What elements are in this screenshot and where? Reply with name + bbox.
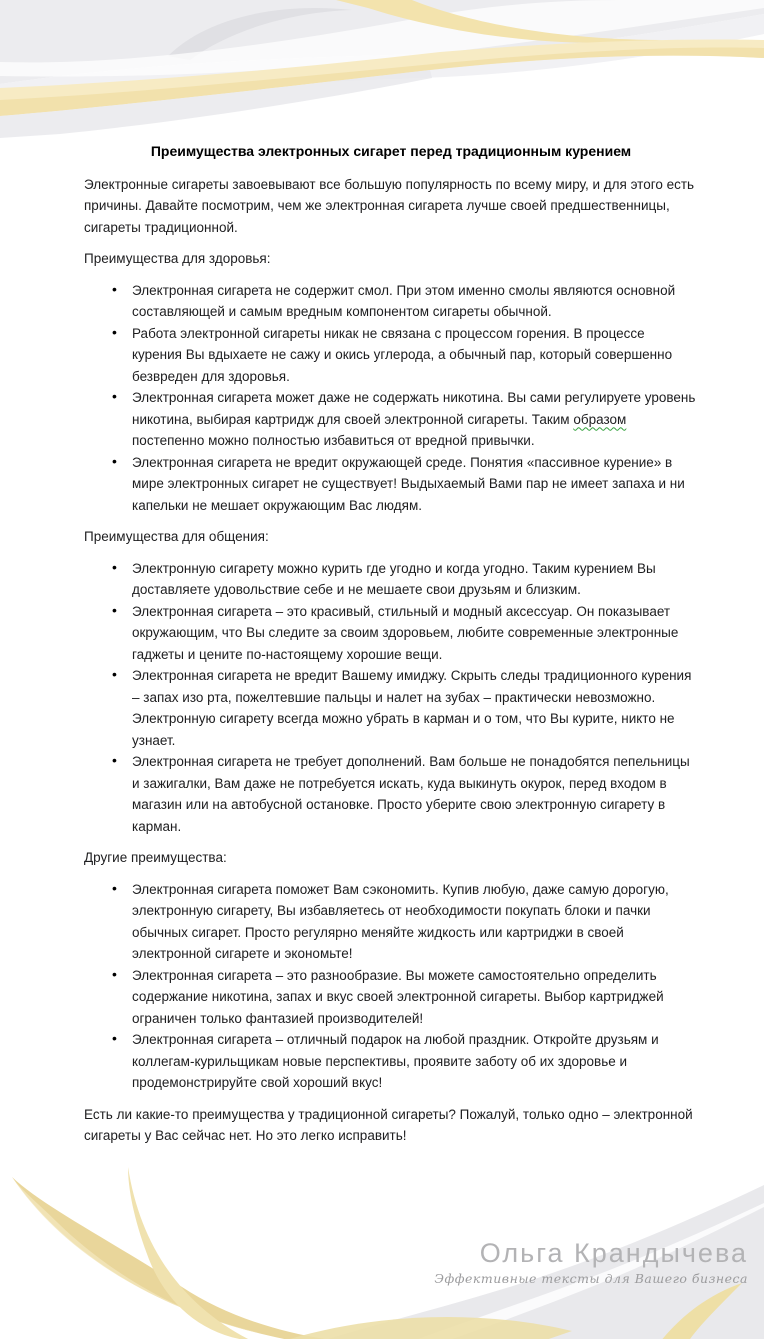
- section-heading-other: Другие преимущества:: [84, 850, 227, 865]
- bullet-text: Электронная сигарета может даже не содержать никотина. Вы сами регулируете уровень никотина, выбирая картридж для своей электронной сигареты. Таким: [132, 390, 696, 427]
- bullet-dot-icon: •: [112, 452, 117, 469]
- section-heading-social: Преимущества для общения:: [84, 529, 269, 544]
- bullet-item: [84, 1029, 698, 1094]
- bullet-text: Электронную сигарету можно курить где угодно и когда угодно. Таким курением Вы доставляете удовольствие себе и не мешаете свои друзьям и близким.: [132, 560, 656, 597]
- bullet-list-social: [84, 558, 698, 838]
- bullet-dot-icon: •: [112, 558, 117, 575]
- bullet-text: Электронная сигарета не содержит смол. При этом именно смолы являются основной составляющей и самым вредным компонентом сигареты обычной.: [132, 282, 676, 319]
- bullet-item: [84, 601, 698, 666]
- signature-name: Ольга Крандычева: [479, 1238, 748, 1268]
- document-title: Преимущества электронных сигарет перед традиционным курением: [150, 143, 632, 159]
- bullet-text: Работа электронной сигареты никак не связана с процессом горения. В процессе курения Вы вдыхаете не сажу и окись углерода, а обычный пар, который совершенно безвреден для здоровья.: [132, 325, 673, 384]
- bullet-dot-icon: •: [112, 666, 117, 682]
- bullet-text: Электронная сигарета – это разнообразие. Вы можете самостоятельно определить содержание никотина, запах и вкус своей электронной сигареты. Выбор картриджей ограничен только фантазией производителей!: [132, 967, 664, 1026]
- bullet-item: [84, 751, 698, 837]
- bullet-item: [84, 879, 698, 965]
- bullet-dot-icon: •: [112, 752, 117, 768]
- bullet-list-health: [84, 280, 698, 517]
- bullet-dot-icon: •: [112, 388, 117, 404]
- closing-paragraph: Есть ли какие-то преимущества у традиционной сигареты? Пожалуй, только одно – электронной сигареты у Вас сейчас нет. Но это легко исправить!: [84, 1106, 693, 1143]
- bullet-dot-icon: •: [112, 879, 117, 896]
- bullet-item: [84, 965, 698, 1030]
- bullet-text: постепенно можно полностью избавиться от вредной привычки.: [132, 433, 535, 448]
- signature-tagline: Эффективные тексты для Вашего бизнеса: [434, 1271, 748, 1286]
- signature-block: [434, 1237, 748, 1286]
- bullet-dot-icon: •: [112, 965, 117, 982]
- bullet-item: [84, 665, 698, 751]
- bullet-item: [84, 323, 698, 388]
- bullet-text: Электронная сигарета – отличный подарок на любой праздник. Откройте друзьям и коллегам-курильщикам новые перспективы, проявите заботу об их здоровье и продемонстрируйте свой хороший вкус!: [132, 1032, 659, 1090]
- bullet-dot-icon: •: [112, 1030, 117, 1046]
- bullet-text: Электронная сигарета поможет Вам сэкономить. Купив любую, даже самую дорогую, электронную сигарету, Вы избавляетесь от необходимости покупать блоки и пачки обычных сигарет. Просто регулярно меняйте жидкость или картриджи в своей электронной сигарете и экономьте!: [132, 881, 669, 961]
- intro-paragraph: Электронные сигареты завоевывают все большую популярность по всему миру, и для этого есть причины. Давайте посмотрим, чем же электронная сигарета лучше своей предшественницы, сигареты традиционной.: [84, 176, 695, 235]
- document-content: [84, 141, 698, 1157]
- spellchecked-word: образом: [573, 411, 627, 427]
- header-swirl-graphic: [0, 0, 764, 150]
- bullet-dot-icon: •: [112, 280, 117, 297]
- bullet-item: [84, 558, 698, 601]
- bullet-dot-icon: •: [112, 323, 117, 340]
- bullet-dot-icon: •: [112, 601, 117, 618]
- bullet-item: [84, 280, 698, 323]
- bullet-list-other: [84, 879, 698, 1094]
- bullet-text: Электронная сигарета не требует дополнений. Вам больше не понадобятся пепельницы и зажигалки, Вам даже не потребуется искать, куда выкинуть окурок, перед входом в магазин или на автобусной остановке. Просто уберите свою электронную сигарету в карман.: [132, 754, 690, 834]
- bullet-item: [84, 387, 698, 452]
- bullet-text: Электронная сигарета – это красивый, стильный и модный аксессуар. Он показывает окружающим, что Вы следите за своим здоровьем, любите современные электронные гаджеты и цените по-настоящему хорошие вещи.: [132, 603, 679, 662]
- bullet-text: Электронная сигарета не вредит Вашему имиджу. Скрыть следы традиционного курения – запах изо рта, пожелтевшие пальцы и налет на зубах – практически невозможно. Электронную сигарету всегда можно убрать в карман и о том, что Вы курите, никто не узнает.: [132, 668, 692, 748]
- bullet-text: Электронная сигарета не вредит окружающей среде. Понятия «пассивное курение» в мире электронных сигарет не существует! Выдыхаемый Вами пар не имеет запаха и ни капельки не мешает окружающим Вас людям.: [132, 454, 685, 513]
- bullet-item: [84, 452, 698, 517]
- section-heading-health: Преимущества для здоровья:: [84, 251, 271, 266]
